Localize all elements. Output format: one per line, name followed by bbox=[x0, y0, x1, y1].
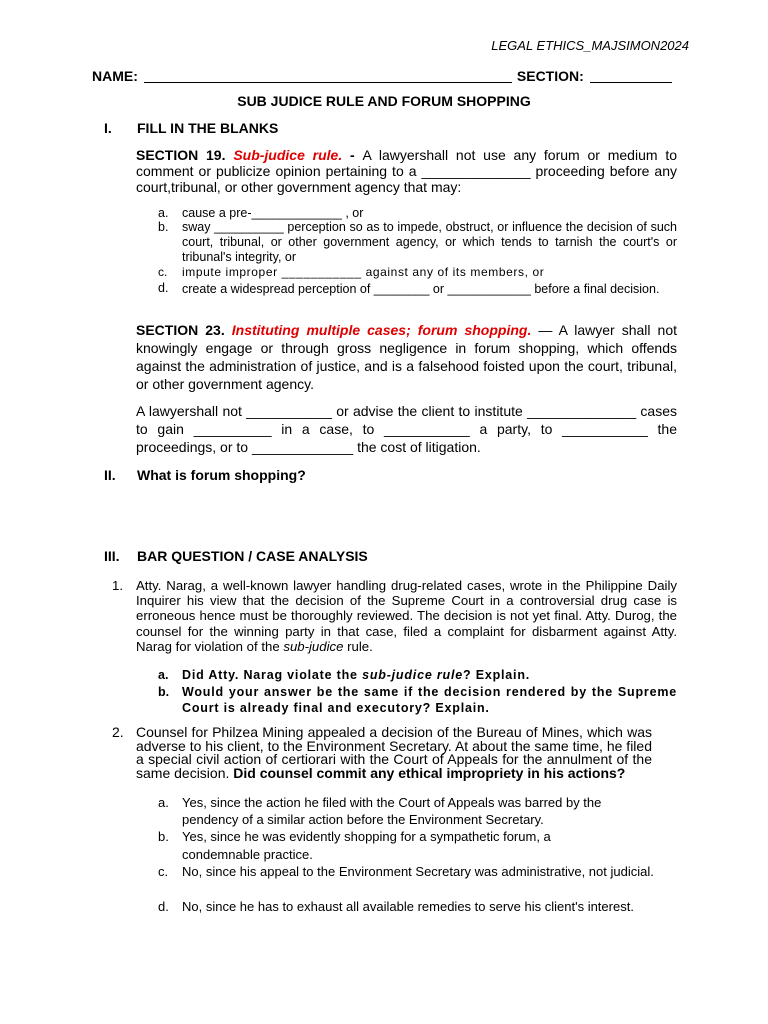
subquestion-a-post: ? Explain. bbox=[462, 668, 531, 682]
answer-option-text: Yes, since the action he filed with the Court of Appeals was barred by the pendency of a similar action before the Environment Secretary. bbox=[182, 795, 602, 827]
section23-label: SECTION 23. bbox=[136, 322, 225, 338]
list-item-label: c. bbox=[158, 265, 168, 279]
list-item-text: impute improper ___________ against any of its members, or bbox=[182, 265, 545, 279]
answer-option bbox=[158, 898, 658, 916]
question-2-text-bold: Did counsel commit any ethical impropriety in his actions? bbox=[233, 764, 626, 781]
page-title: SUB JUDICE RULE AND FORUM SHOPPING bbox=[237, 93, 531, 109]
subquestion-label: b. bbox=[158, 685, 170, 699]
subquestion-a-pre: Did Atty. Narag violate the bbox=[182, 668, 363, 682]
section19-rule-name: Sub-judice rule. bbox=[233, 147, 343, 163]
subquestion-a bbox=[158, 668, 677, 683]
answer-option bbox=[158, 794, 658, 828]
list-item bbox=[158, 220, 677, 265]
section19-label: SECTION 19. bbox=[136, 147, 226, 163]
section-label: SECTION: bbox=[516, 68, 584, 84]
list-item-label: a. bbox=[158, 206, 169, 220]
answer-option-text: No, since his appeal to the Environment Secretary was administrative, not judicial. bbox=[182, 864, 654, 879]
section23-rule-name: Instituting multiple cases; forum shopping. bbox=[231, 322, 532, 338]
subquestion-b bbox=[158, 684, 677, 716]
part3-title: BAR QUESTION / CASE ANALYSIS bbox=[137, 548, 368, 564]
question-1-text bbox=[136, 578, 677, 654]
subquestion-text bbox=[182, 668, 677, 683]
answer-option-text: Yes, since he was evidently shopping for a sympathetic forum, a condemnable practice. bbox=[182, 829, 551, 862]
list-item bbox=[158, 265, 677, 280]
answer-option-text: No, since he has to exhaust all available remedies to serve his client's interest. bbox=[182, 899, 634, 914]
section19-text: A lawyershall not use any forum or medium to comment or publicize opinion pertaining to a ______________ proceeding before any court,tribunal, or other government agency that may: bbox=[136, 147, 677, 195]
part3-numeral: III. bbox=[104, 548, 120, 564]
course-code: LEGAL ETHICS_MAJSIMON2024 bbox=[491, 38, 689, 53]
section23-text: — A lawyer shall not knowingly engage or through gross negligence in forum shopping, which offends against the administration of justice, and is a falsehood foisted upon the court, tribunal, or other government agency. bbox=[136, 322, 677, 392]
name-blank[interactable] bbox=[144, 68, 512, 83]
part2-heading bbox=[104, 467, 306, 483]
part1-heading bbox=[104, 120, 278, 136]
part2-title: What is forum shopping? bbox=[137, 467, 306, 483]
list-item bbox=[158, 206, 677, 221]
answer-option-label: c. bbox=[158, 864, 169, 879]
list-item-label: d. bbox=[158, 281, 169, 295]
answer-option-label: a. bbox=[158, 795, 169, 810]
question-2-number: 2. bbox=[112, 724, 124, 740]
list-item bbox=[158, 281, 677, 298]
subquestion-label: a. bbox=[158, 668, 169, 682]
question-1-text-end: rule. bbox=[343, 638, 373, 654]
part1-title: FILL IN THE BLANKS bbox=[137, 120, 279, 136]
subquestion-a-italic: sub-judice rule bbox=[362, 668, 463, 682]
name-section-row bbox=[92, 68, 678, 84]
section19-dash: - bbox=[342, 147, 363, 163]
part3-heading bbox=[104, 548, 368, 564]
fill-in-paragraph: A lawyershall not ___________ or advise the client to institute ______________ cases to gain __________ in a case, to ___________ a party, to ___________ the proceedings, or to _____________ the cost of litigation. bbox=[136, 403, 677, 455]
list-item-text: sway __________ perception so as to impede, obstruct, or influence the decision of such court, tribunal, or other government agency, or which tends to tarnish the court's or tribunal's integrity, or bbox=[182, 220, 677, 264]
subquestion-text: Would your answer be the same if the decision rendered by the Supreme Court is already final and executory? Explain. bbox=[182, 685, 677, 715]
list-item-text: create a widespread perception of ________ or ____________ before a final decision. bbox=[182, 282, 660, 296]
question-1-text-main: Atty. Narag, a well-known lawyer handling drug-related cases, wrote in the Philippine Daily Inquirer his view that the decision of the Supreme Court in a controversial drug case is erroneous hence must be thoroughly reviewed. The decision is not yet final. Atty. Durog, the counsel for the winning party in that case, filed a complaint for disbarment against Atty. Narag for violation of the bbox=[136, 578, 677, 654]
question-2 bbox=[112, 726, 652, 780]
answer-option-label: b. bbox=[158, 829, 169, 844]
question-1-number: 1. bbox=[112, 578, 123, 593]
name-label: NAME: bbox=[92, 68, 138, 84]
answer-option bbox=[158, 828, 628, 864]
part2-numeral: II. bbox=[104, 467, 116, 483]
section-blank[interactable] bbox=[590, 68, 672, 83]
list-item-text: cause a pre-_____________ , or bbox=[182, 206, 364, 220]
section23-paragraph bbox=[136, 321, 677, 393]
question-2-text-main: Counsel for Philzea Mining appealed a decision of the Bureau of Mines, which was adverse to his client, to the Environment Secretary. At about the same time, he filed a special civil action of certiorari with the Court of Appeals for the annulment of the same decision. bbox=[136, 724, 652, 781]
question-2-text bbox=[136, 726, 652, 780]
list-item-label: b. bbox=[158, 220, 169, 234]
question-1 bbox=[112, 578, 677, 654]
section19-paragraph bbox=[136, 147, 677, 195]
part1-numeral: I. bbox=[104, 120, 112, 136]
answer-option bbox=[158, 863, 678, 881]
answer-option-label: d. bbox=[158, 899, 169, 914]
question-1-text-italic: sub-judice bbox=[283, 638, 344, 654]
